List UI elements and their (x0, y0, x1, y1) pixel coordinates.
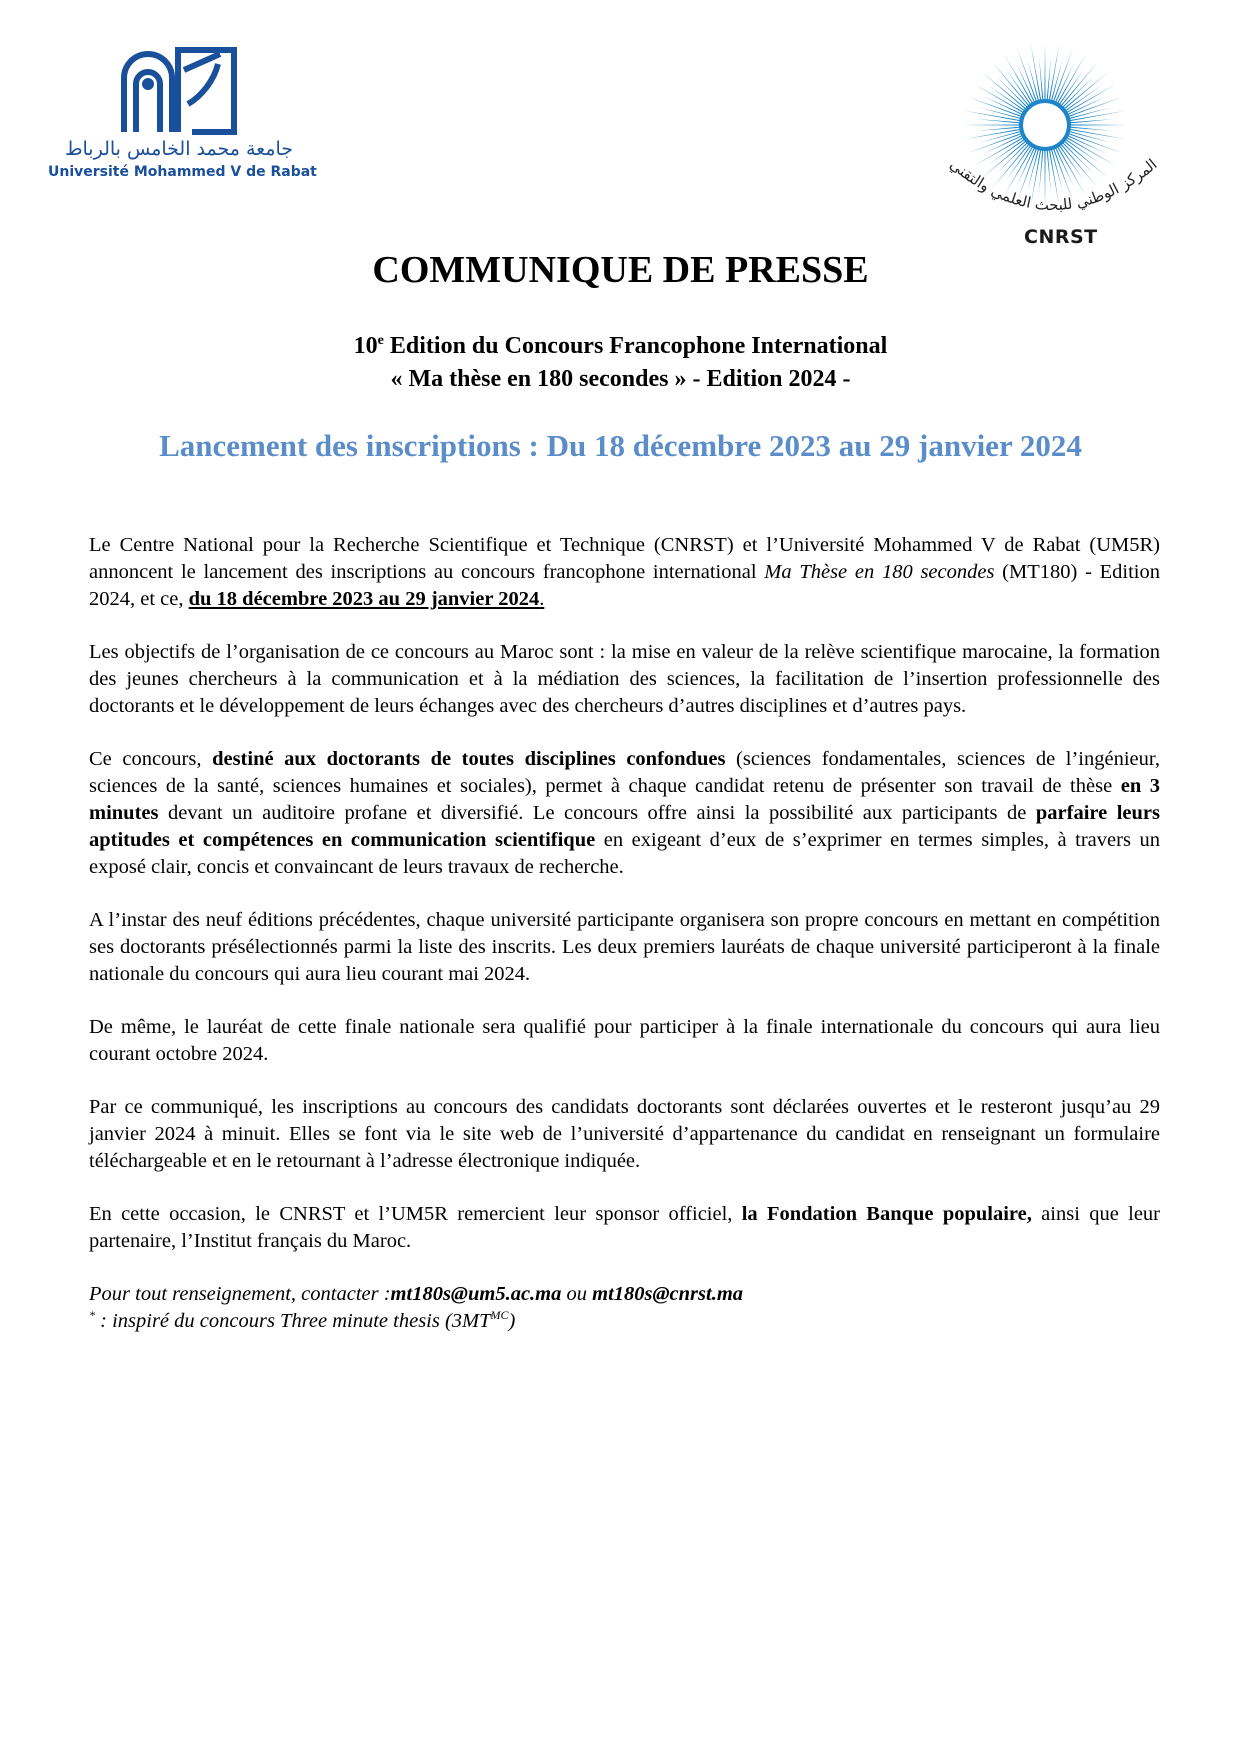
um5-logo (46, 40, 316, 190)
paragraph-intro: Le Centre National pour la Recherche Scientifique et Technique (CNRST) et l’Université Mohammed V de Rabat (UM5R) annoncent le lancement des inscriptions au concours francophone international Ma Thèse en 180 secondes (MT180) - Edition 2024, et ce, du 18 décembre 2023 au 29 janvier 2024. (89, 534, 1160, 610)
registration-dates-heading: Lancement des inscriptions : Du 18 décembre 2023 au 29 janvier 2024 (159, 428, 1082, 463)
um5-arabic-name: جامعة محمد الخامس بالرباط (64, 138, 294, 160)
paragraph-registration: Par ce communiqué, les inscriptions au concours des candidats doctorants sont déclarées ouvertes et le resteront jusqu’au 29 janvier 2024 à minuit. Elles se font via le site web de l’université d’appartenance du candidat en renseignant un formulaire téléchargeable et en le retournant à l’adresse électronique indiquée. (89, 1096, 1160, 1172)
subtitle (0, 330, 1241, 396)
paragraph-organisation: A l’instar des neuf éditions précédentes, chaque université participante organisera son propre concours en mettant en compétition ses doctorants présélectionnés parmi la liste des inscrits. Les deux premiers lauréats de chaque université participeront à la finale nationale du concours qui aura lieu courant mai 2024. (89, 909, 1160, 985)
footnote: * : inspiré du concours Three minute thesis $(3MT^{MC})$ (89, 1308, 516, 1332)
paragraph-sponsor: En cette occasion, le CNRST et l’UM5R remercient leur sponsor officiel, la Fondation Banque populaire, ainsi que leur partenaire, l’Institut français du Maroc. (89, 1203, 1160, 1252)
paragraph-contest-description: Ce concours, destiné aux doctorants de toutes disciplines confondues (sciences fondamentales, sciences de l’ingénieur, sciences de la santé, sciences humaines et sociales), permet à chaque candidat retenu de présenter son travail de thèse en 3 minutes devant un auditoire profane et diversifié. Le concours offre ainsi la possibilité aux participants de parfaire leurs aptitudes et compétences en communication scientifique en exigeant d’eux de s’exprimer en termes simples, à travers un exposé clair, concis et convaincant de leurs travaux de recherche. (89, 748, 1160, 878)
press-release-body (89, 532, 1160, 1335)
cnrst-label: CNRST (1024, 226, 1098, 248)
paragraph-objectives: Les objectifs de l’organisation de ce concours au Maroc sont : la mise en valeur de la relève scientifique marocaine, la formation des jeunes chercheurs à la communication et à la médiation des sciences, la facilitation de l’insertion professionnelle des doctorants et le développement de leurs échanges avec des chercheurs d’autres disciplines et d’autres pays. (89, 641, 1160, 717)
svg-text:المركز الوطني للبحث العلمي وال: المركز الوطني للبحث العلمي والتقني (946, 155, 1161, 215)
subtitle-line-2: « Ma thèse en 180 secondes » - Edition 2024 - (390, 366, 851, 392)
contact-line: Pour tout renseignement, contacter :mt180s@um5.ac.ma ou mt180s@cnrst.ma (89, 1283, 744, 1305)
cnrst-logo (930, 40, 1175, 255)
um5-latin-name: Université Mohammed V de Rabat (48, 164, 317, 180)
um5-emblem-icon (118, 44, 238, 136)
paragraph-international-final: De même, le lauréat de cette finale nationale sera qualifié pour participer à la finale internationale du concours qui aura lieu courant octobre 2024. (89, 1016, 1160, 1065)
registration-dates: du 18 décembre 2023 au 29 janvier 2024 (188, 588, 540, 610)
email-cnrst-link[interactable]: mt180s@cnrst.ma (592, 1283, 744, 1305)
email-um5-link[interactable]: mt180s@um5.ac.ma (390, 1283, 562, 1305)
subtitle-line-1: 10e Edition du Concours Francophone International (353, 333, 888, 359)
page-title: COMMUNIQUE DE PRESSE (372, 249, 869, 291)
